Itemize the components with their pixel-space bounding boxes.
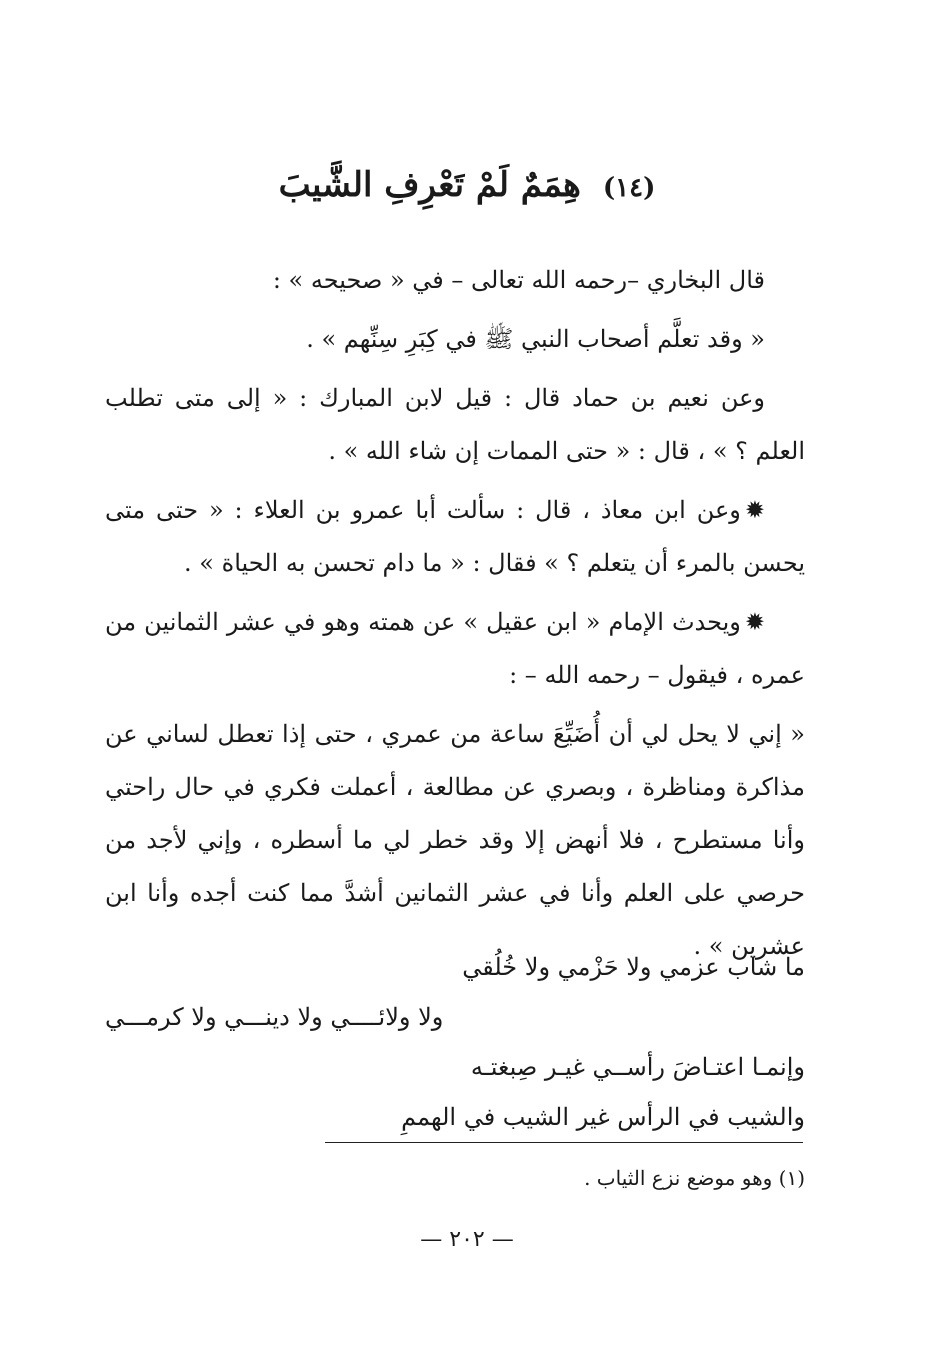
paragraph [105, 254, 805, 307]
paragraph-text: ويحدث الإمام « ابن عقيل » عن همته وهو في عشر الثمانين من عمره ، فيقول – رحمه الله – : [105, 608, 805, 689]
body-text [105, 254, 805, 979]
page-number: — ٢٠٢ — [420, 1227, 514, 1252]
paragraph [105, 313, 805, 366]
paragraph-text: « وقد تعلَّم أصحاب النبي ﷺ في كِبَرِ سِنِّهم » . [306, 325, 765, 353]
chapter-title-text: هِمَمٌ لَمْ تَعْرِفِ الشَّيبَ [278, 165, 581, 205]
footnote: (١) وهو موضع نزع الثياب . [584, 1166, 805, 1190]
paragraph-text: قال البخاري –رحمه الله تعالى – في « صحيحه » : [272, 266, 765, 294]
poem-line: وإنمـا اعتـاضَ رأســي غيـر صِبغتـه [470, 1053, 805, 1081]
poem [105, 942, 805, 1142]
paragraph-quote [105, 708, 805, 973]
footnote-divider [325, 1142, 803, 1143]
paragraph [105, 596, 805, 702]
chapter-title [0, 160, 934, 213]
paragraph-text: وعن نعيم بن حماد قال : قيل لابن المبارك : « إلى متى تطلب العلم ؟ » ، قال : « حتى الممات إن شاء الله » . [105, 384, 805, 465]
poem-line: والشيب في الرأس غير الشيب في الهممِ [401, 1103, 805, 1131]
star-bullet-icon: ✹ [744, 496, 765, 524]
chapter-number: (١٤) [602, 173, 656, 203]
poem-line: ولا ولائــــي ولا دينـــي ولا كرمـــي [105, 1003, 444, 1031]
paragraph [105, 484, 805, 590]
paragraph [105, 372, 805, 478]
star-bullet-icon: ✹ [744, 608, 765, 636]
poem-line: ما شاب عزمي ولا حَزْمي ولا خُلُقي [462, 953, 805, 981]
paragraph-text: وعن ابن معاذ ، قال : سألت أبا عمرو بن العلاء : « حتى متى يحسن بالمرء أن يتعلم ؟ » فقال : « ما دام تحسن به الحياة » . [105, 496, 805, 577]
paragraph-text: « إني لا يحل لي أن أُضَيِّعَ ساعة من عمري ، حتى إذا تعطل لساني عن مذاكرة ومناظرة ، وبصري عن مطالعة ، أعملت فكري في حال راحتي وأنا مستطرح ، فلا أنهض إلا وقد خطر لي ما أسطره ، وإني لأجد من حرصي على العلم وأنا في عشر الثمانين أشدَّ مما كنت أجده وأنا ابن عشرين » . [105, 720, 805, 960]
